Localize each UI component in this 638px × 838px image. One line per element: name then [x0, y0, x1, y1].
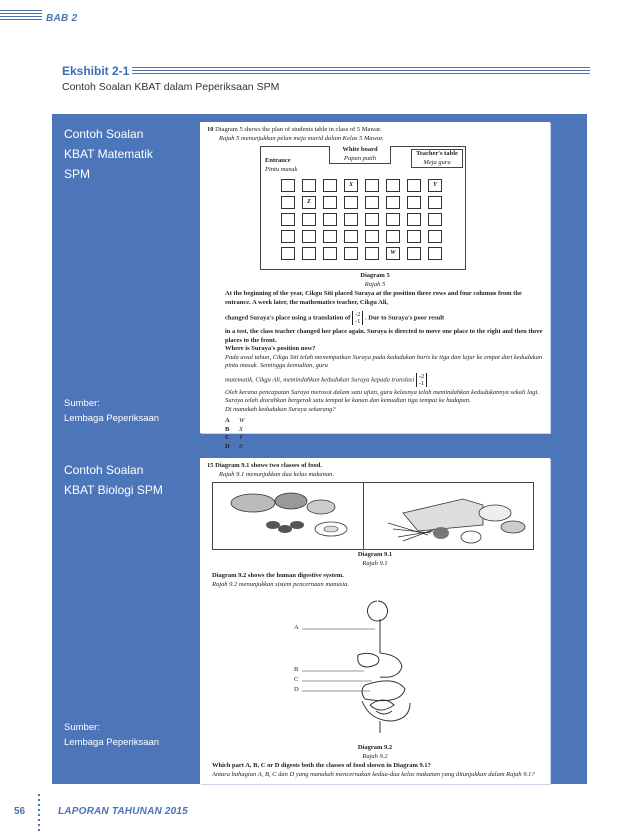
option-letter: A — [225, 417, 230, 424]
student-desk — [281, 230, 295, 243]
student-desk — [386, 230, 400, 243]
para1: At the beginning of the year, Cikgu Siti placed Suraya at the position three rows and four columns from the entrance. A week later, the mathematics teacher, Cikgu Ali, — [225, 290, 522, 306]
digestive-intro: Diagram 9.2 shows the human digestive system. Rajah 9.2 menunjukkan sistem pencernaan manusia. — [212, 572, 350, 588]
student-desk-labeled: Y — [428, 179, 442, 192]
para3: in a test, the class teacher changed her place again. Suraya is directed to move one place to the right and then three places to the front. — [225, 328, 543, 344]
source-label: Sumber: — [64, 398, 100, 409]
classroom-plan — [260, 146, 466, 270]
student-desk — [407, 179, 421, 192]
page-number: 56 — [14, 806, 26, 817]
student-desk — [365, 179, 379, 192]
student-desk — [365, 213, 379, 226]
student-desk — [428, 213, 442, 226]
student-desk — [281, 247, 295, 260]
student-desk — [428, 230, 442, 243]
student-desk — [428, 196, 442, 209]
student-desk — [281, 179, 295, 192]
section2-label-line: KBAT Biologi SPM — [64, 483, 163, 497]
student-desk-labeled: W — [386, 247, 400, 260]
math-question-document — [200, 122, 550, 450]
math-question-body — [225, 290, 545, 451]
biology-question-document — [200, 458, 550, 784]
question-intro-en: Diagram 9.1 shows two classes of food. — [215, 462, 323, 469]
student-desk — [302, 247, 316, 260]
option-value: Y — [239, 434, 243, 441]
part-label-a: A — [294, 624, 299, 631]
footer-dotted-divider — [38, 794, 40, 834]
student-desk — [386, 179, 400, 192]
student-desk — [365, 230, 379, 243]
entrance-label: Entrance Pintu masuk — [265, 157, 298, 173]
section1-label-line: KBAT Matematik — [64, 147, 153, 161]
part-label-c: C — [294, 676, 299, 683]
question-number: 10 — [207, 126, 214, 133]
diagram91-caption: Diagram 9.1 Rajah 9.1 — [357, 551, 393, 567]
option-value: Z — [239, 442, 243, 450]
student-desk — [407, 247, 421, 260]
seat-grid — [281, 179, 451, 265]
student-desk — [407, 230, 421, 243]
chapter-label: BAB 2 — [46, 13, 78, 24]
option-letter: C — [225, 434, 230, 441]
student-desk — [386, 196, 400, 209]
question-intro-ms: Rajah 5 menunjukkan pelan meja murid dalam Kelas 5 Mawar. — [219, 134, 384, 142]
translation-vector: -2 -1 — [352, 311, 363, 325]
part-label-d: D — [294, 686, 299, 693]
student-desk — [323, 196, 337, 209]
student-desk — [323, 179, 337, 192]
biology-question-header — [207, 462, 543, 479]
answer-option — [225, 426, 545, 435]
teacher-table-label: Teacher's table Meja guru — [411, 149, 463, 168]
option-value: W — [239, 417, 245, 424]
student-desk — [323, 247, 337, 260]
student-desk — [428, 247, 442, 260]
student-desk — [302, 213, 316, 226]
question-intro-en: Diagram 5 shows the plan of students table in class of 5 Mawar. — [215, 126, 382, 133]
student-desk — [344, 196, 358, 209]
student-desk-labeled: Z — [302, 196, 316, 209]
para-ms2: matematik, Cikgu Ali, memindahkan kedudukan Suraya kepada translasi -2 -1 — [225, 373, 545, 387]
answer-option — [225, 443, 545, 452]
student-desk — [323, 213, 337, 226]
student-desk — [344, 247, 358, 260]
para-ms3: Oleh kerana pencapaian Suraya merosot dalam satu ujian, guru kelasnya telah memindahkan kedudukannya sekali lagi. Suraya telah diarahkan bergerak satu tempat ke kanan dan kemudian tiga tempat ke hadapan. — [225, 388, 539, 404]
student-desk — [344, 213, 358, 226]
food-classes-diagram — [212, 482, 534, 550]
section1-label-line: Contoh Soalan — [64, 127, 144, 141]
option-value: X — [239, 425, 243, 433]
student-desk — [386, 213, 400, 226]
answer-options — [225, 417, 545, 451]
exhibit-title: Ekshibit 2-1 — [62, 64, 130, 78]
student-desk — [281, 196, 295, 209]
diagram5-caption: Diagram 5 Rajah 5 — [360, 272, 390, 288]
source-value: Lembaga Peperiksaan — [64, 737, 160, 748]
exhibit-rule — [132, 67, 590, 76]
section2-source — [64, 720, 159, 750]
footer-title: LAPORAN TAHUNAN 2015 — [58, 806, 188, 817]
option-letter: B — [225, 425, 230, 433]
whiteboard-label: White board Papan putih — [329, 146, 391, 164]
section2-label — [64, 460, 163, 500]
math-question-header — [207, 126, 543, 143]
student-desk — [407, 213, 421, 226]
student-desk — [302, 179, 316, 192]
exhibit-panel — [52, 114, 587, 784]
header-rule — [0, 10, 42, 26]
question-intro-ms: Rajah 9.1 menunjukkan dua kelas makanan. — [219, 470, 334, 478]
student-desk — [407, 196, 421, 209]
student-desk-labeled: X — [344, 179, 358, 192]
translation-vector-ms: -2 -1 — [416, 373, 427, 387]
student-desk — [365, 196, 379, 209]
answer-option — [225, 434, 545, 443]
answer-option — [225, 417, 545, 426]
question-en: Where is Suraya's position now? — [225, 345, 316, 352]
student-desk — [323, 230, 337, 243]
section1-source — [64, 396, 159, 426]
part-label-b: B — [294, 666, 299, 673]
section2-label-line: Contoh Soalan — [64, 463, 144, 477]
digestive-system-diagram — [280, 593, 480, 741]
student-desk — [344, 230, 358, 243]
section1-label-line: SPM — [64, 167, 91, 181]
option-letter: D — [225, 442, 230, 450]
source-value: Lembaga Peperiksaan — [64, 413, 160, 424]
question-ms: Di manakah kedudukan Suraya sekarang? — [225, 405, 336, 413]
exhibit-subtitle: Contoh Soalan KBAT dalam Peperiksaan SPM — [62, 81, 280, 93]
food-illustration — [213, 483, 533, 549]
biology-final-question: Which part A, B, C or D digests both the classes of food shown in Diagram 9.1? Antara bahagian A, B, C dan D yang manakah mencernakan kedua-dua kelas makanan yang ditunjukkan dalam Rajah 9.1? — [212, 762, 535, 778]
para2: changed Suraya's place using a translation of -2 -1 . Due to Suraya's poor result — [225, 311, 445, 325]
student-desk — [302, 230, 316, 243]
student-desk — [281, 213, 295, 226]
question-number: 15 — [207, 462, 214, 469]
student-desk — [365, 247, 379, 260]
source-label: Sumber: — [64, 722, 100, 733]
diagram92-caption: Diagram 9.2 Rajah 9.2 — [357, 744, 393, 760]
section1-label — [64, 124, 153, 184]
para-ms1: Pada awal tahun, Cikgu Siti telah menempatkan Suraya pada kedudukan baris ke tiga dan lajur ke empat dari kedudukan pintu masuk. Seminggu kemudian, guru — [225, 353, 543, 369]
